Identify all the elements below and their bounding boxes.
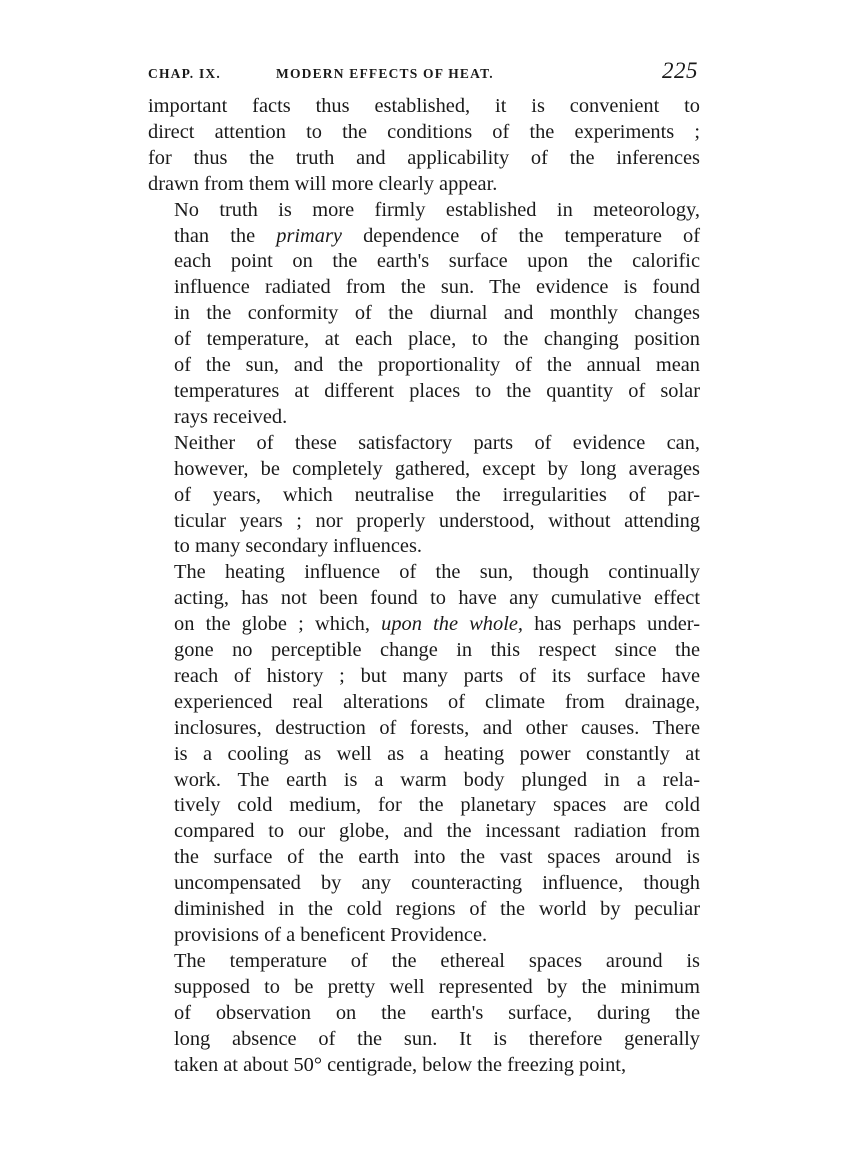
text-line: of observation on the earth's surface, during the [174,1001,700,1024]
text-line: taken at about 50° centigrade, below the freezing point, [174,1053,627,1076]
paragraph [148,949,700,1079]
text-line: drawn from them will more clearly appear. [148,172,498,195]
text-line: gone no perceptible change in this respect since the [174,639,700,662]
text-line: The temperature of the ethereal spaces around is [174,949,700,972]
text-line: direct attention to the conditions of the experiments ; [148,120,700,143]
text-line: provisions of a beneficent Providence. [174,924,488,946]
running-header [148,58,700,88]
text-line: uncompensated by any counteracting influence, though [174,872,700,895]
text-line: compared to our globe, and the incessant radiation from [174,820,700,843]
running-title: MODERN EFFECTS OF HEAT. [276,66,494,81]
paragraph [148,94,700,198]
text-line: reach of history ; but many parts of its surface have [174,664,700,687]
text-line: however, be completely gathered, except by long averages [174,457,700,480]
text-line: for thus the truth and applicability of the inferences [148,146,700,169]
text-line: No truth is more firmly established in meteorology, [174,198,700,221]
text-line: important facts thus established, it is convenient to [148,95,700,117]
text-line: influence radiated from the sun. The evidence is found [174,276,700,299]
text-line: inclosures, destruction of forests, and other causes. There [174,716,700,739]
text-line: ticular years ; nor properly understood, without attending [174,509,700,532]
text-line: acting, has not been found to have any cumulative effect [174,587,700,610]
body-text [148,94,700,1078]
chapter-label: CHAP. IX. [148,66,221,81]
text-line: tively cold medium, for the planetary spaces are cold [174,794,700,817]
text-line: the surface of the earth into the vast spaces around is [174,846,700,869]
text-line: rays received. [174,405,288,428]
text-line: The heating influence of the sun, though continually [174,561,700,584]
emphasis-text: upon the whole, [381,613,524,636]
text-line: in the conformity of the diurnal and monthly changes [174,302,700,325]
text-line: temperatures at different places to the quantity of solar [174,379,700,402]
paragraph [148,198,700,431]
page-number: 225 [662,58,698,83]
text-line: work. The earth is a warm body plunged in a rela- [174,768,700,791]
text-line: to many secondary influences. [174,535,423,558]
text-line: diminished in the cold regions of the world by peculiar [174,898,700,921]
paragraph [148,560,700,949]
text-line: of temperature, at each place, to the changing position [174,328,700,351]
text-line: is a cooling as well as a heating power constantly at [174,742,700,765]
text-line: supposed to be pretty well represented by the minimum [174,975,700,998]
book-page [148,58,700,1078]
text-line: on the globe ; which, upon the whole, has perhaps under- [174,613,700,636]
paragraph [148,431,700,561]
text-line: each point on the earth's surface upon the calorific [174,250,700,273]
text-line: of years, which neutralise the irregularities of par- [174,483,700,506]
text-line: Neither of these satisfactory parts of evidence can, [174,431,700,454]
text-line: experienced real alterations of climate from drainage, [174,690,700,713]
text-line: than the primary dependence of the temperature of [174,224,700,247]
text-line: of the sun, and the proportionality of the annual mean [174,354,700,377]
text-line: long absence of the sun. It is therefore generally [174,1027,700,1050]
emphasis-text: primary [276,224,342,247]
